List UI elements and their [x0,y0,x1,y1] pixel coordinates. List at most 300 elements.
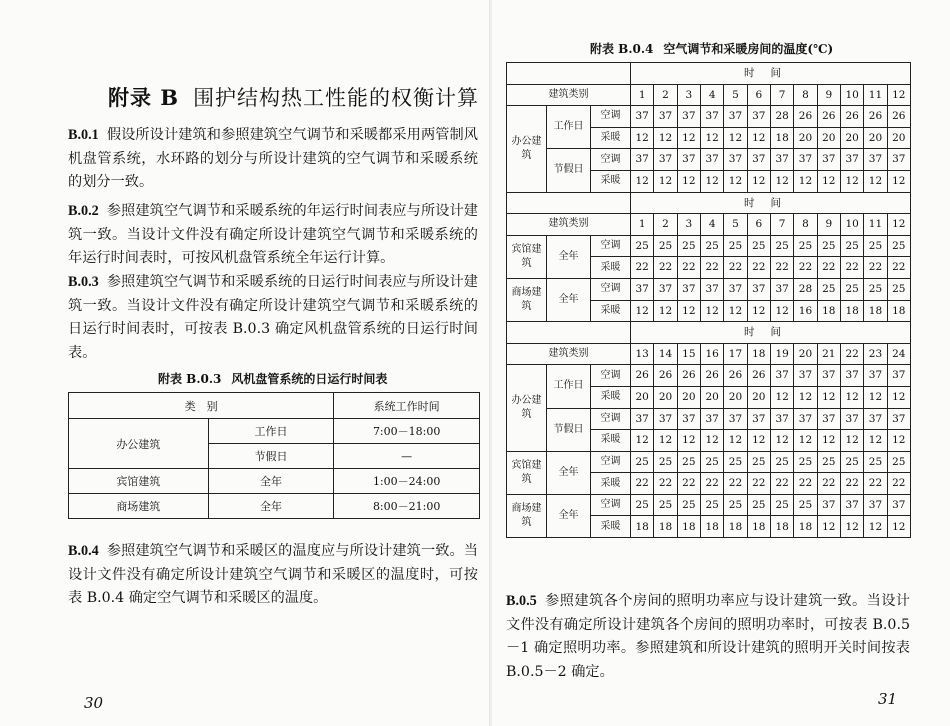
caption-label: 附表 B.0.4 [590,42,654,56]
temp-cell: 26 [677,365,700,387]
temp-cell: 20 [631,386,654,408]
temp-cell: 20 [747,386,770,408]
heating-label: 采暖 [591,127,631,149]
temp-cell: 22 [677,473,700,495]
temp-cell: 25 [654,494,677,516]
temp-cell: 25 [794,451,817,473]
temp-cell: 22 [770,257,793,279]
clause-number: B.0.4 [68,543,99,559]
hour-cell: 2 [654,214,677,236]
temp-cell: 22 [864,473,887,495]
table-b03-caption [158,370,387,387]
hour-cell: 7 [770,84,793,106]
time-header: 时间 [631,63,911,85]
all-year-label: 全年 [547,494,591,537]
temp-cell: 37 [747,278,770,300]
temp-cell: 12 [770,300,793,322]
temp-cell: 12 [724,300,747,322]
temp-cell: 22 [724,473,747,495]
temp-cell: 22 [864,257,887,279]
temp-cell: 26 [747,365,770,387]
temp-cell: 22 [654,473,677,495]
temp-cell: 12 [840,430,863,452]
temp-cell: 18 [887,300,910,322]
table-row [507,451,911,473]
hour-cell: 17 [724,343,747,365]
temp-cell: 25 [631,235,654,257]
temp-cell: 37 [887,149,910,171]
clause-b03 [68,271,478,365]
temp-cell: 12 [677,430,700,452]
hotel-time: 1:00－24:00 [334,469,480,494]
temp-cell: 20 [724,386,747,408]
temp-cell: 12 [817,516,840,538]
time-header: 时间 [631,322,911,344]
temp-cell: 20 [701,386,724,408]
temp-cell: 25 [840,278,863,300]
clause-text: 参照建筑空气调节和采暖系统的日运行时间表应与所设计建筑一致。当设计文件没有确定所设计建筑空气调节和采暖系统的日运行时间表时，可按表 B.0.3 确定风机盘管系统的日运行时间表。 [68,274,478,361]
temp-cell: 22 [887,473,910,495]
table-row [507,322,911,344]
temp-cell: 26 [864,106,887,128]
all-year-label: 全年 [547,278,591,321]
temp-cell: 12 [794,430,817,452]
temp-cell: 12 [840,516,863,538]
temp-cell: 12 [701,170,724,192]
table-row [69,393,480,419]
temp-cell: 20 [677,386,700,408]
temp-cell: 12 [747,430,770,452]
table-row [507,106,911,128]
temp-cell: 37 [770,365,793,387]
temp-cell: 12 [747,127,770,149]
hour-cell: 23 [864,343,887,365]
temp-cell: 25 [864,451,887,473]
temp-cell: 37 [654,149,677,171]
heating-label: 采暖 [591,473,631,495]
mall-period: 全年 [208,494,334,519]
temp-cell: 25 [701,451,724,473]
hour-cell: 4 [701,84,724,106]
temp-cell: 25 [724,451,747,473]
heating-label: 采暖 [591,170,631,192]
hour-cell: 8 [794,214,817,236]
clause-text: 参照建筑各个房间的照明功率应与设计建筑一致。当设计文件没有确定所设计建筑各个房间的照明功率时，可按表 B.0.5－1 确定照明功率。参照建筑和所设计建筑的照明开关时间按表 B.0.5－2 确定。 [506,593,910,680]
temp-cell: 37 [770,149,793,171]
temp-cell: 26 [654,365,677,387]
temp-cell: 25 [794,235,817,257]
clause-b04 [68,540,478,611]
temp-cell: 12 [724,127,747,149]
table-row [507,408,911,430]
hotel-period: 全年 [208,469,334,494]
temp-cell: 37 [724,149,747,171]
temp-cell: 25 [631,451,654,473]
cooling-label: 空调 [591,494,631,516]
temp-cell: 25 [887,451,910,473]
header-time: 系统工作时间 [334,393,480,419]
temp-cell: 20 [887,127,910,149]
temp-cell: 37 [864,494,887,516]
temp-cell: 25 [770,494,793,516]
temp-cell: 37 [724,408,747,430]
temp-cell: 12 [631,300,654,322]
temp-cell: 22 [840,473,863,495]
temp-cell: 37 [654,408,677,430]
temp-cell: 22 [631,473,654,495]
table-b03 [68,392,480,519]
cooling-label: 空调 [591,408,631,430]
temp-cell: 12 [770,170,793,192]
temp-cell: 26 [701,365,724,387]
temp-cell: 25 [864,235,887,257]
table-row [507,84,911,106]
office-label: 办公建筑 [507,365,547,451]
temp-cell: 12 [654,170,677,192]
table-row [507,343,911,365]
clause-b05 [506,590,910,684]
temp-cell: 18 [677,516,700,538]
temp-cell: 25 [887,235,910,257]
table-row [69,494,480,519]
hour-cell: 10 [840,84,863,106]
temp-cell: 20 [654,386,677,408]
temp-cell: 26 [724,365,747,387]
temp-cell: 20 [864,127,887,149]
page-number-right: 31 [878,690,898,708]
temp-cell: 18 [631,516,654,538]
temp-cell: 25 [887,278,910,300]
temp-cell: 22 [747,473,770,495]
temp-cell: 12 [747,170,770,192]
mall-label: 商场建筑 [69,494,209,519]
table-row [507,192,911,214]
temp-cell: 37 [677,278,700,300]
temp-cell: 18 [817,300,840,322]
temp-cell: 25 [701,494,724,516]
type-header: 建筑类别 [507,343,631,365]
office-label: 办公建筑 [507,106,547,192]
temp-cell: 37 [840,494,863,516]
table-row [507,235,911,257]
workday-time: 7:00－18:00 [334,419,480,444]
temp-cell: 25 [864,278,887,300]
temp-cell: 25 [747,451,770,473]
hour-cell: 22 [840,343,863,365]
table-row [507,149,911,171]
temp-cell: 12 [677,170,700,192]
clause-text: 参照建筑空气调节和采暖系统的年运行时间表应与所设计建筑一致。当设计文件没有确定所设计建筑空气调节和采暖系统的年运行时间表时，可按风机盘管系统全年运行计算。 [68,203,478,266]
holiday-label: 节假日 [547,149,591,192]
blank-cell [507,192,631,214]
temp-cell: 26 [840,106,863,128]
caption-label: 附表 B.0.3 [158,372,222,386]
temp-cell: 37 [864,365,887,387]
temp-cell: 20 [817,127,840,149]
temp-cell: 37 [794,408,817,430]
temp-cell: 22 [840,257,863,279]
temp-cell: 12 [770,430,793,452]
temp-cell: 22 [817,257,840,279]
caption-title: 空气调节和采暖房间的温度(℃) [663,42,834,56]
temp-cell: 25 [770,451,793,473]
temp-cell: 22 [794,257,817,279]
appendix-label: 附录 B [108,85,180,110]
temp-cell: 18 [864,300,887,322]
blank-cell [507,63,631,85]
temp-cell: 12 [654,430,677,452]
table-b04-caption [590,40,833,57]
temp-cell: 37 [747,106,770,128]
temp-cell: 18 [794,516,817,538]
temp-cell: 25 [724,494,747,516]
temp-cell: 12 [677,127,700,149]
table-row [69,469,480,494]
all-year-label: 全年 [547,451,591,494]
temp-cell: 12 [794,170,817,192]
table-row [507,63,911,85]
temp-cell: 37 [864,408,887,430]
temp-cell: 37 [817,408,840,430]
temp-cell: 37 [701,149,724,171]
holiday-label: 节假日 [208,444,334,469]
temp-cell: 37 [701,408,724,430]
temp-cell: 12 [887,516,910,538]
temp-cell: 37 [631,149,654,171]
temp-cell: 12 [654,127,677,149]
temp-cell: 37 [701,278,724,300]
temp-cell: 37 [864,149,887,171]
cooling-label: 空调 [591,278,631,300]
temp-cell: 18 [724,516,747,538]
hour-cell: 21 [817,343,840,365]
temp-cell: 12 [864,386,887,408]
hour-cell: 10 [840,214,863,236]
heating-label: 采暖 [591,516,631,538]
temp-cell: 37 [747,408,770,430]
temp-cell: 25 [817,235,840,257]
hour-cell: 16 [701,343,724,365]
temp-cell: 20 [840,127,863,149]
hour-cell: 11 [864,84,887,106]
heating-label: 采暖 [591,257,631,279]
blank-cell [507,322,631,344]
hour-cell: 8 [794,84,817,106]
temp-cell: 25 [677,451,700,473]
cooling-label: 空调 [591,451,631,473]
clause-number: B.0.2 [68,203,99,219]
temp-cell: 22 [677,257,700,279]
hour-cell: 12 [887,84,910,106]
hotel-label: 宾馆建筑 [69,469,209,494]
temp-cell: 12 [817,170,840,192]
type-header: 建筑类别 [507,84,631,106]
temp-cell: 12 [724,170,747,192]
caption-title: 风机盘管系统的日运行时间表 [231,372,388,386]
temp-cell: 37 [677,106,700,128]
temp-cell: 37 [887,494,910,516]
temp-cell: 18 [770,516,793,538]
holiday-time: — [334,444,480,469]
time-header: 时间 [631,192,911,214]
temp-cell: 18 [770,127,793,149]
hour-cell: 12 [887,214,910,236]
temp-cell: 25 [654,235,677,257]
temp-cell: 12 [747,300,770,322]
temp-cell: 37 [747,149,770,171]
clause-b01 [68,124,478,195]
temp-cell: 26 [631,365,654,387]
temp-cell: 12 [887,170,910,192]
temp-cell: 37 [677,408,700,430]
hour-cell: 3 [677,84,700,106]
hour-cell: 9 [817,84,840,106]
temp-cell: 12 [864,430,887,452]
hour-cell: 4 [701,214,724,236]
temp-cell: 37 [770,408,793,430]
type-header: 建筑类别 [507,214,631,236]
hour-cell: 13 [631,343,654,365]
header-type: 类 别 [69,393,334,419]
table-row [507,365,911,387]
temp-cell: 12 [817,430,840,452]
temp-cell: 37 [631,106,654,128]
temp-cell: 18 [654,516,677,538]
workday-label: 工作日 [547,365,591,408]
temp-cell: 12 [817,386,840,408]
mall-label: 商场建筑 [507,494,547,537]
hour-cell: 6 [747,84,770,106]
temp-cell: 25 [840,451,863,473]
temp-cell: 26 [794,106,817,128]
hour-cell: 7 [770,214,793,236]
temp-cell: 37 [631,278,654,300]
temp-cell: 12 [724,430,747,452]
temp-cell: 12 [701,300,724,322]
appendix-title: 围护结构热工性能的权衡计算 [193,86,480,110]
hour-cell: 18 [747,343,770,365]
workday-label: 工作日 [547,106,591,149]
temp-cell: 22 [724,257,747,279]
temp-cell: 37 [887,408,910,430]
temp-cell: 12 [887,430,910,452]
mall-time: 8:00－21:00 [334,494,480,519]
hour-cell: 20 [794,343,817,365]
cooling-label: 空调 [591,365,631,387]
hour-cell: 14 [654,343,677,365]
hour-cell: 6 [747,214,770,236]
temp-cell: 22 [887,257,910,279]
temp-cell: 12 [631,127,654,149]
temp-cell: 25 [677,494,700,516]
temp-cell: 26 [817,106,840,128]
temp-cell: 22 [770,473,793,495]
temp-cell: 12 [887,386,910,408]
table-b04 [506,62,911,538]
hour-cell: 3 [677,214,700,236]
temp-cell: 22 [817,473,840,495]
temp-cell: 25 [654,451,677,473]
clause-text: 假设所设计建筑和参照建筑空气调节和采暖都采用两管制风机盘管系统，水环路的划分与所设计建筑的空气调节和采暖系统的划分一致。 [68,127,478,190]
page-number-left: 30 [84,694,104,712]
cooling-label: 空调 [591,106,631,128]
temp-cell: 12 [654,300,677,322]
temp-cell: 37 [794,149,817,171]
temp-cell: 26 [887,106,910,128]
temp-cell: 12 [770,386,793,408]
temp-cell: 37 [794,365,817,387]
heating-label: 采暖 [591,300,631,322]
temp-cell: 25 [747,494,770,516]
temp-cell: 37 [724,106,747,128]
temp-cell: 25 [794,494,817,516]
temp-cell: 37 [840,365,863,387]
temp-cell: 25 [840,235,863,257]
temp-cell: 12 [840,386,863,408]
temp-cell: 25 [770,235,793,257]
temp-cell: 18 [701,516,724,538]
appendix-heading [108,82,479,112]
all-year-label: 全年 [547,235,591,278]
hour-cell: 1 [631,214,654,236]
holiday-label: 节假日 [547,408,591,451]
temp-cell: 12 [864,516,887,538]
temp-cell: 37 [817,149,840,171]
heating-label: 采暖 [591,430,631,452]
temp-cell: 18 [840,300,863,322]
temp-cell: 25 [817,278,840,300]
temp-cell: 12 [631,430,654,452]
hour-cell: 15 [677,343,700,365]
temp-cell: 12 [631,170,654,192]
temp-cell: 37 [817,494,840,516]
temp-cell: 22 [631,257,654,279]
hotel-label: 宾馆建筑 [507,235,547,278]
temp-cell: 37 [701,106,724,128]
temp-cell: 12 [701,430,724,452]
temp-cell: 16 [794,300,817,322]
office-label: 办公建筑 [69,419,209,469]
cooling-label: 空调 [591,149,631,171]
temp-cell: 20 [794,127,817,149]
temp-cell: 37 [654,278,677,300]
table-row [507,278,911,300]
hour-cell: 5 [724,214,747,236]
clause-number: B.0.1 [68,127,99,143]
table-row [507,494,911,516]
table-row [69,419,480,444]
temp-cell: 25 [747,235,770,257]
temp-cell: 12 [864,170,887,192]
temp-cell: 37 [770,278,793,300]
clause-b02 [68,200,478,271]
clause-number: B.0.5 [506,593,537,609]
mall-label: 商场建筑 [507,278,547,321]
cooling-label: 空调 [591,235,631,257]
hour-cell: 9 [817,214,840,236]
temp-cell: 37 [724,278,747,300]
temp-cell: 37 [840,149,863,171]
temp-cell: 37 [631,408,654,430]
temp-cell: 37 [840,408,863,430]
hour-cell: 1 [631,84,654,106]
temp-cell: 12 [677,300,700,322]
temp-cell: 25 [701,235,724,257]
temp-cell: 22 [747,257,770,279]
table-row [507,214,911,236]
temp-cell: 37 [817,365,840,387]
temp-cell: 12 [794,386,817,408]
